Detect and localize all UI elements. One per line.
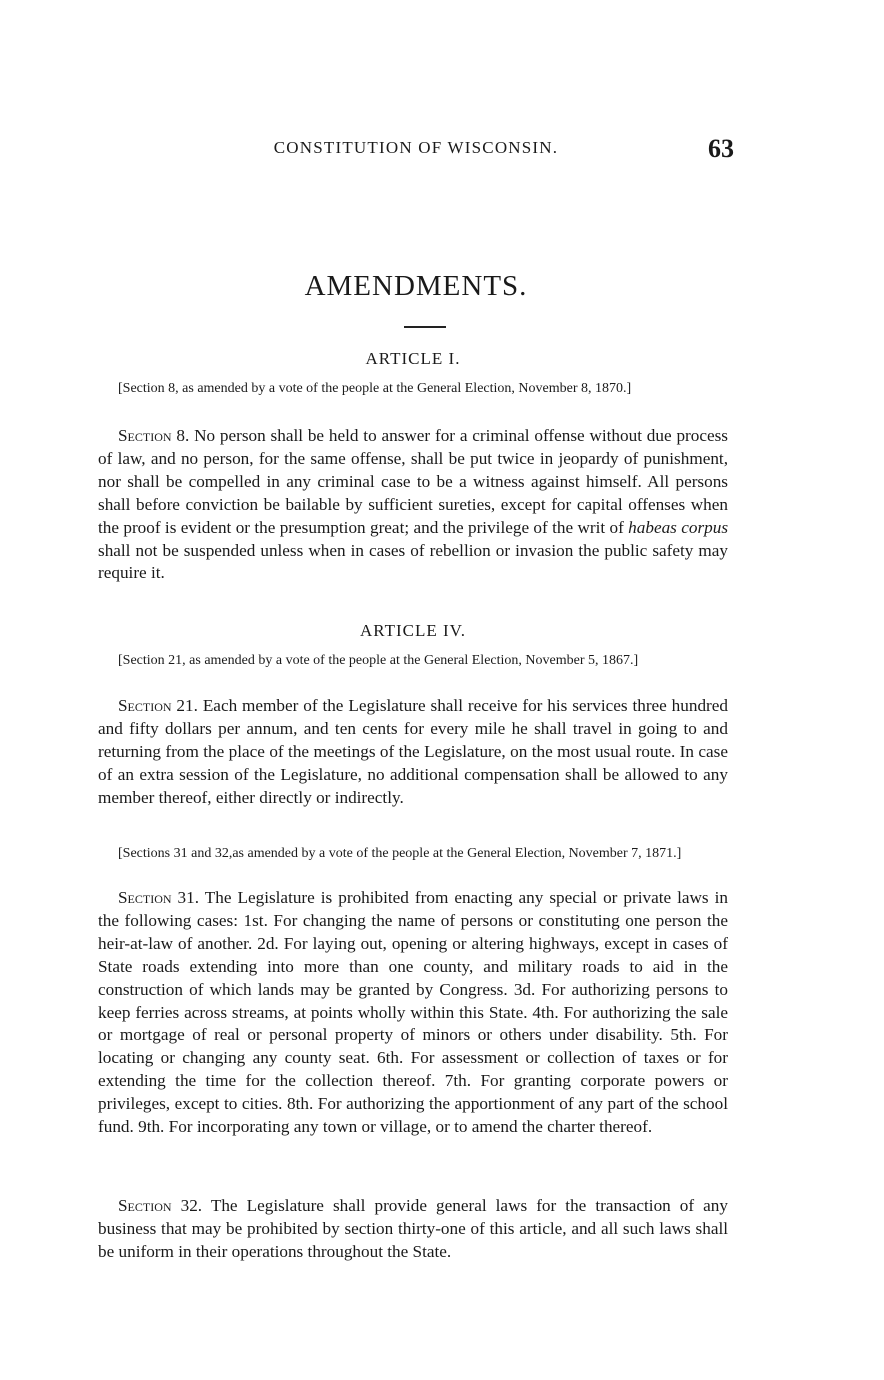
- article-1-heading: ARTICLE I.: [365, 349, 461, 368]
- section-label: Section 31.: [118, 888, 200, 907]
- italic-term: habeas corpus: [628, 517, 729, 537]
- article-4-section-21: [98, 695, 728, 810]
- running-header: [98, 134, 734, 164]
- running-title: CONSTITUTION OF WISCONSIN.: [273, 138, 559, 157]
- section-label: Section 8.: [118, 426, 190, 445]
- article-4-section-31: [98, 887, 728, 1139]
- title-divider: [404, 326, 446, 328]
- section-text: Each member of the Legislature shall receive for his services three hundred and fifty dollars per annum, and ten cents for every mile he shall travel in going to and returning from the place of the meetings of the Legislature, on the most usual route. In case of an extra session of the Legislature, no additional compensation shall be allowed to any member thereof, either directly or indirectly.: [98, 696, 728, 807]
- page-title: AMENDMENTS.: [304, 270, 528, 302]
- section-text: The Legislature is prohibited from enacting any special or private laws in the following cases: 1st. For changing the name of persons or constituting one person the heir-at-law of another. 2d. For laying out, opening or altering highways, except in cases of State roads extending into more than one county, and military roads to aid in the construction of which lands may be granted by Congress. 3d. For authorizing persons to keep ferries across streams, at points wholly within this State. 4th. For authorizing the sale or mortgage of real or personal property of minors or others under disability. 5th. For locating or changing any county seat. 6th. For assessment or collection of taxes or for extending the time for the collection thereof. 7th. For granting corporate powers or privileges, except to cities. 8th. For authorizing the apportionment of any part of the school fund. 9th. For incorporating any town or village, or to amend the charter thereof.: [98, 888, 728, 1137]
- section-text: The Legislature shall provide general laws for the transaction of any business that may be prohibited by section thirty-one of this article, and all such laws shall be uniform in their operations throughout the State.: [98, 1196, 728, 1261]
- section-text-continued: shall not be suspended unless when in cases of rebellion or invasion the public safety may require it.: [98, 540, 728, 583]
- article-4-note-1: [Section 21, as amended by a vote of the people at the General Election, November 5, 1867.]: [118, 653, 639, 668]
- section-label: Section 21.: [118, 696, 198, 715]
- section-label: Section 32.: [118, 1196, 203, 1215]
- section-text: No person shall be held to answer for a criminal offense without due process of law, and no person, for the same offense, shall be put twice in jeopardy of punishment, nor shall be compelled in any criminal case to be a witness against himself. All persons shall before conviction be bailable by sufficient sureties, except for capital offenses when the proof is evident or the presumption great; and the privilege of the writ of: [98, 426, 728, 537]
- article-4-heading: ARTICLE IV.: [360, 621, 466, 640]
- article-4-note-2: [Sections 31 and 32,as amended by a vote of the people at the General Election, November 7, 1871.]: [118, 846, 682, 861]
- article-1-section-8: [98, 425, 728, 585]
- page-number: 63: [708, 134, 734, 163]
- article-1-note: [Section 8, as amended by a vote of the people at the General Election, November 8, 1870.]: [118, 381, 632, 396]
- article-4-section-32: [98, 1195, 728, 1264]
